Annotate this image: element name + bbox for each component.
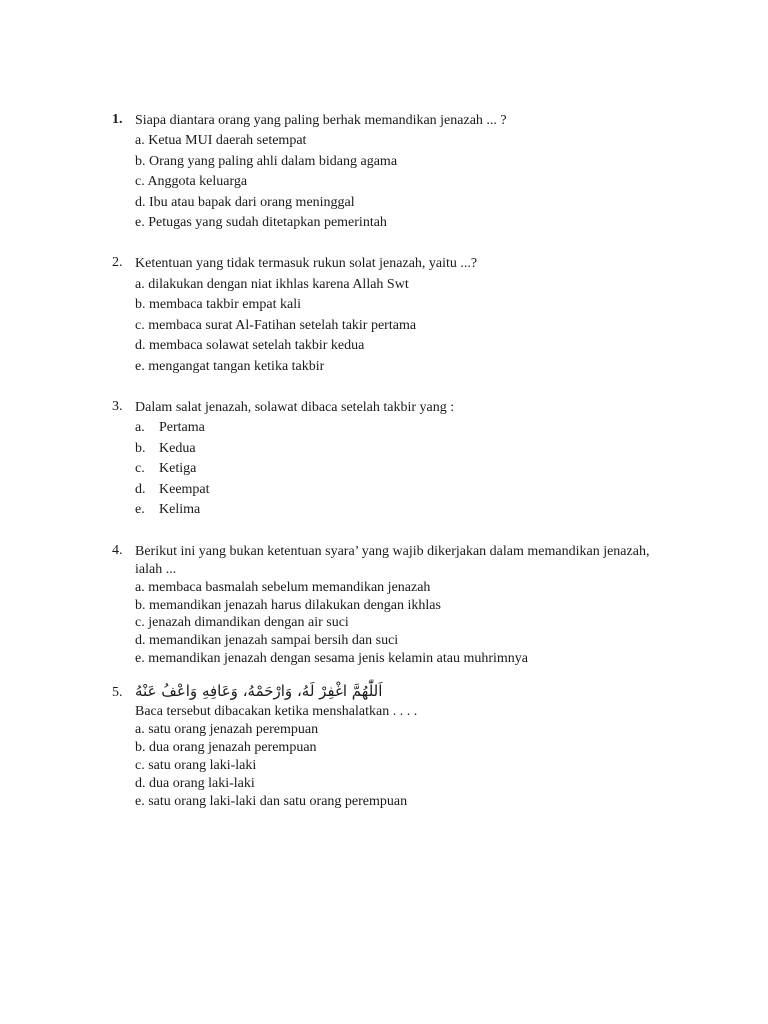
option-b: b. memandikan jenazah harus dilakukan dengan ikhlas: [135, 598, 441, 613]
option-label: e.: [135, 502, 145, 517]
question-number: 4.: [112, 543, 123, 558]
option-label: c.: [135, 461, 145, 476]
option-e: e. memandikan jenazah dengan sesama jenis kelamin atau muhrimnya: [135, 651, 529, 666]
option-text: Pertama: [159, 420, 205, 435]
option-text: Keempat: [159, 482, 210, 497]
option-c: c. jenazah dimandikan dengan air suci: [135, 615, 349, 630]
question-number: 2.: [112, 255, 123, 270]
option-b: b. membaca takbir empat kali: [135, 297, 301, 312]
question-text: Dalam salat jenazah, solawat dibaca setelah takbir yang :: [135, 400, 455, 415]
option-text: Kedua: [159, 441, 196, 456]
option-c: c. satu orang laki-laki: [135, 758, 257, 773]
option-c: c. membaca surat Al-Fatihan setelah takir pertama: [135, 318, 417, 333]
option-text: Kelima: [159, 502, 201, 517]
option-label: d.: [135, 482, 146, 497]
option-text: Ketiga: [159, 461, 197, 476]
question-text: Siapa diantara orang yang paling berhak memandikan jenazah ... ?: [135, 113, 507, 128]
option-e: e. mengangat tangan ketika takbir: [135, 359, 325, 374]
option-a: a. dilakukan dengan niat ikhlas karena Allah Swt: [135, 277, 409, 292]
question-number: 5.: [112, 685, 123, 700]
option-b: [135, 440, 196, 458]
option-a: a. Ketua MUI daerah setempat: [135, 133, 307, 148]
option-a: a. membaca basmalah sebelum memandikan jenazah: [135, 580, 431, 595]
option-c: [135, 460, 196, 478]
question-text: Berikut ini yang bukan ketentuan syara’ yang wajib dikerjakan dalam memandikan jenazah, ialah ...: [135, 544, 650, 577]
option-d: d. membaca solawat setelah takbir kedua: [135, 338, 365, 353]
question-number: 3.: [112, 399, 123, 414]
option-c: c. Anggota keluarga: [135, 174, 248, 189]
option-e: [135, 501, 200, 519]
option-b: b. dua orang jenazah perempuan: [135, 740, 317, 755]
option-a: a. satu orang jenazah perempuan: [135, 722, 319, 737]
question-number: 1.: [112, 112, 123, 127]
question-text: Ketentuan yang tidak termasuk rukun solat jenazah, yaitu ...?: [135, 256, 478, 271]
option-a: [135, 419, 205, 437]
option-d: d. dua orang laki-laki: [135, 776, 255, 791]
option-e: e. Petugas yang sudah ditetapkan pemerintah: [135, 215, 387, 230]
arabic-prayer: اَللّٰهُمَّ اغْفِرْ لَهُ، وَارْحَمْهُ، وَعَافِهِ وَاعْفُ عَنْهُ: [135, 682, 383, 700]
option-e: e. satu orang laki-laki dan satu orang perempuan: [135, 794, 408, 809]
option-d: [135, 481, 210, 499]
question-text: Baca tersebut dibacakan ketika menshalatkan . . . .: [135, 704, 418, 719]
option-d: d. memandikan jenazah sampai bersih dan suci: [135, 633, 399, 648]
option-label: b.: [135, 441, 146, 456]
option-b: b. Orang yang paling ahli dalam bidang agama: [135, 154, 398, 169]
option-d: d. Ibu atau bapak dari orang meninggal: [135, 195, 355, 210]
option-label: a.: [135, 420, 145, 435]
